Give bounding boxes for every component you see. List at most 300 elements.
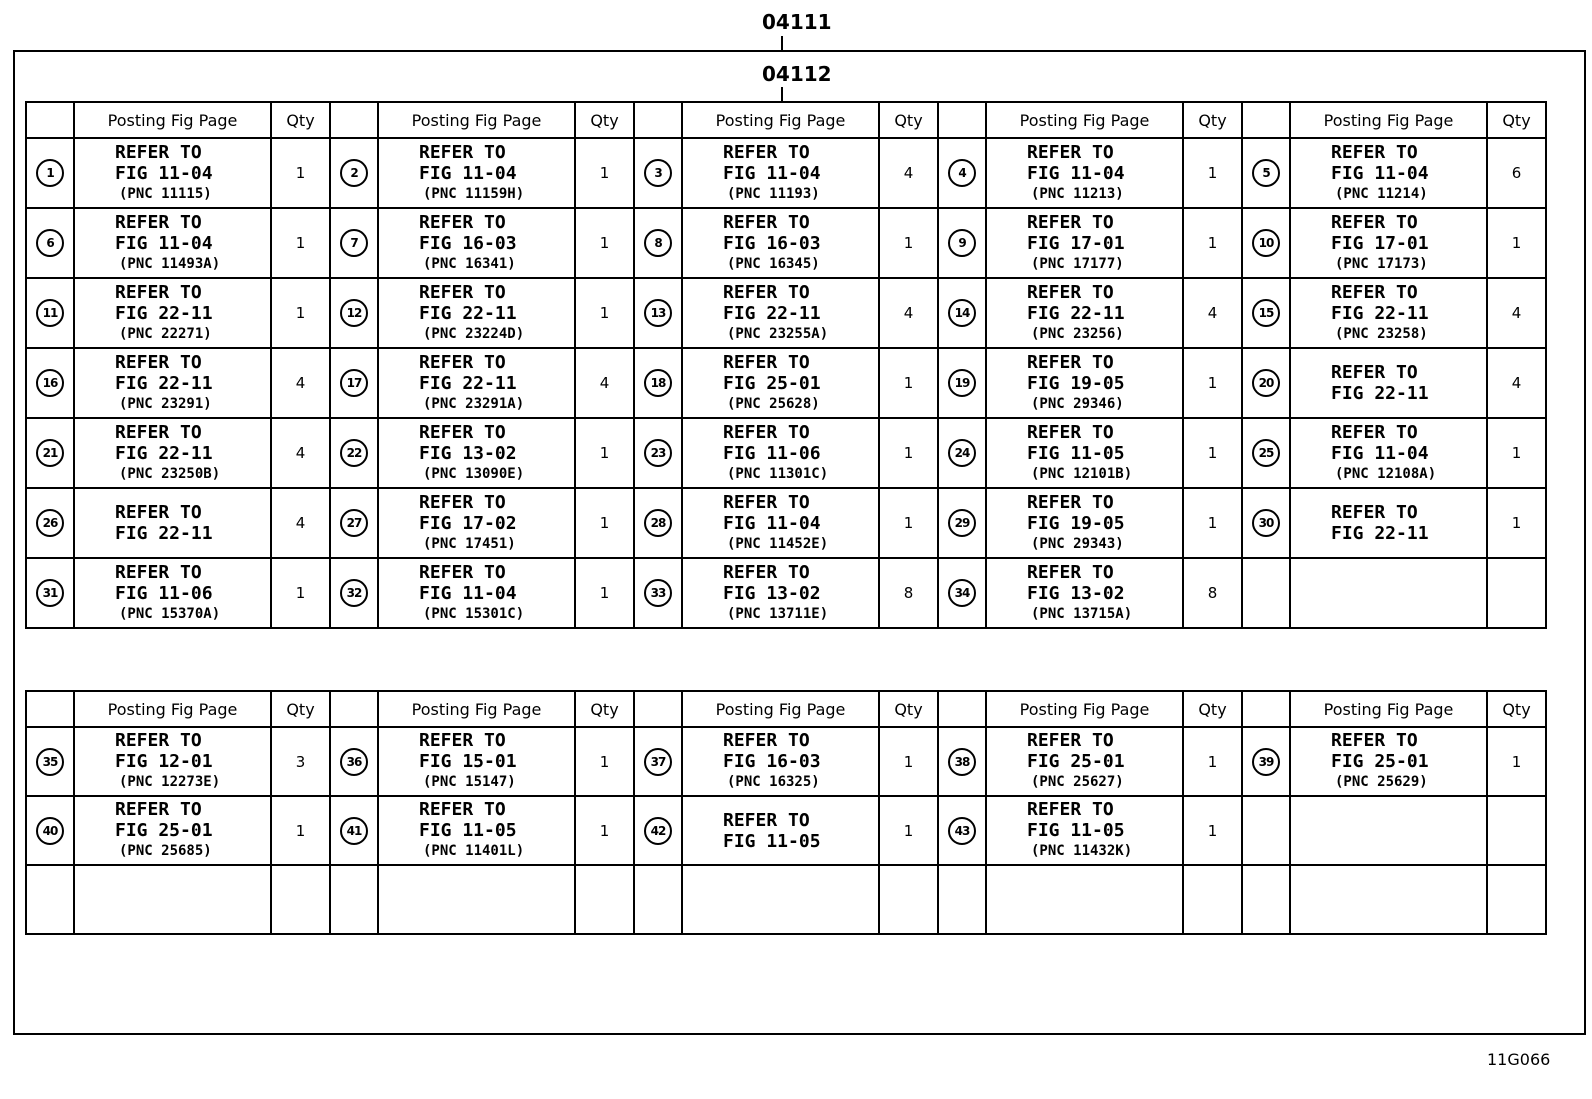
reference-cell bbox=[74, 727, 271, 796]
pnc-code: (PNC 13711E) bbox=[727, 605, 829, 622]
item-number-cell bbox=[26, 488, 74, 558]
reference-cell bbox=[74, 488, 271, 558]
item-number-cell bbox=[330, 796, 378, 865]
header-qty: Qty bbox=[575, 102, 634, 138]
reference-cell bbox=[74, 796, 271, 865]
quantity-cell: 1 bbox=[1487, 208, 1546, 278]
figure-reference: FIG 11-05 bbox=[1027, 442, 1125, 464]
refer-to-text: REFER TO bbox=[1027, 211, 1114, 233]
reference-cell bbox=[986, 278, 1183, 348]
reference-cell bbox=[682, 865, 879, 934]
quantity-cell: 1 bbox=[1183, 488, 1242, 558]
item-number-cell bbox=[26, 865, 74, 934]
pnc-code: (PNC 23256) bbox=[1031, 325, 1124, 342]
circled-item-number: 29 bbox=[948, 509, 976, 537]
figure-reference: FIG 11-06 bbox=[115, 582, 213, 604]
table-row bbox=[26, 278, 1546, 348]
item-number-cell bbox=[1242, 418, 1290, 488]
reference-cell bbox=[74, 348, 271, 418]
quantity-cell bbox=[1487, 796, 1546, 865]
quantity-cell: 1 bbox=[1183, 208, 1242, 278]
figure-reference: FIG 11-04 bbox=[419, 582, 517, 604]
circled-item-number: 40 bbox=[36, 817, 64, 845]
figure-reference: FIG 19-05 bbox=[1027, 512, 1125, 534]
refer-to-text: REFER TO bbox=[419, 281, 506, 303]
item-number-cell bbox=[330, 865, 378, 934]
reference-cell bbox=[74, 558, 271, 628]
header-qty: Qty bbox=[879, 102, 938, 138]
item-number-cell bbox=[938, 138, 986, 208]
figure-reference: FIG 16-03 bbox=[723, 232, 821, 254]
pnc-code: (PNC 23258) bbox=[1335, 325, 1428, 342]
figure-reference: FIG 25-01 bbox=[1027, 751, 1125, 772]
header-posting-fig-page: Posting Fig Page bbox=[1290, 691, 1487, 727]
circled-item-number: 19 bbox=[948, 369, 976, 397]
pnc-code: (PNC 22271) bbox=[119, 325, 212, 342]
pnc-code: (PNC 11432K) bbox=[1031, 843, 1133, 859]
refer-to-text: REFER TO bbox=[419, 561, 506, 583]
table-row bbox=[26, 418, 1546, 488]
refer-to-text: REFER TO bbox=[1027, 421, 1114, 443]
figure-code: 11G066 bbox=[1487, 1050, 1551, 1069]
table-row bbox=[26, 558, 1546, 628]
figure-reference: FIG 22-11 bbox=[115, 302, 213, 324]
reference-cell bbox=[1290, 796, 1487, 865]
refer-to-text: REFER TO bbox=[419, 211, 506, 233]
quantity-cell bbox=[879, 865, 938, 934]
refer-to-text: REFER TO bbox=[723, 421, 810, 443]
quantity-cell: 4 bbox=[1183, 278, 1242, 348]
reference-cell bbox=[986, 488, 1183, 558]
header-number-cell bbox=[938, 102, 986, 138]
reference-cell bbox=[1290, 348, 1487, 418]
pnc-code: (PNC 11301C) bbox=[727, 465, 829, 482]
figure-reference: FIG 17-01 bbox=[1331, 232, 1429, 254]
item-number-cell bbox=[330, 278, 378, 348]
refer-to-text: REFER TO bbox=[115, 799, 202, 820]
quantity-cell: 1 bbox=[1183, 418, 1242, 488]
reference-cell bbox=[986, 558, 1183, 628]
header-posting-fig-page: Posting Fig Page bbox=[74, 691, 271, 727]
refer-to-text: REFER TO bbox=[115, 421, 202, 443]
header-posting-fig-page: Posting Fig Page bbox=[682, 691, 879, 727]
circled-item-number: 34 bbox=[948, 579, 976, 607]
quantity-cell: 1 bbox=[271, 278, 330, 348]
reference-cell bbox=[986, 865, 1183, 934]
figure-reference: FIG 16-03 bbox=[419, 232, 517, 254]
quantity-cell: 1 bbox=[575, 418, 634, 488]
figure-reference: FIG 22-11 bbox=[419, 302, 517, 324]
item-number-cell bbox=[26, 727, 74, 796]
item-number-cell bbox=[938, 488, 986, 558]
quantity-cell: 1 bbox=[879, 348, 938, 418]
refer-to-text: REFER TO bbox=[115, 141, 202, 163]
refer-to-text: REFER TO bbox=[115, 502, 202, 523]
header-qty: Qty bbox=[271, 691, 330, 727]
item-number-cell bbox=[330, 418, 378, 488]
refer-to-text: REFER TO bbox=[723, 211, 810, 233]
reference-table-upper bbox=[25, 101, 1547, 629]
item-number-cell bbox=[938, 348, 986, 418]
figure-reference: FIG 22-11 bbox=[1331, 302, 1429, 324]
circled-item-number: 16 bbox=[36, 369, 64, 397]
item-number-cell bbox=[938, 558, 986, 628]
item-number-cell bbox=[26, 278, 74, 348]
reference-cell bbox=[986, 418, 1183, 488]
item-number-cell bbox=[634, 348, 682, 418]
figure-reference: FIG 11-04 bbox=[115, 232, 213, 254]
circled-item-number: 22 bbox=[340, 439, 368, 467]
pnc-code: (PNC 13715A) bbox=[1031, 605, 1133, 622]
pnc-code: (PNC 29346) bbox=[1031, 395, 1124, 412]
circled-item-number: 37 bbox=[644, 748, 672, 776]
pnc-code: (PNC 17173) bbox=[1335, 255, 1428, 272]
reference-cell bbox=[378, 865, 575, 934]
reference-cell bbox=[378, 727, 575, 796]
pnc-code: (PNC 12101B) bbox=[1031, 465, 1133, 482]
item-number-cell bbox=[26, 348, 74, 418]
figure-reference: FIG 25-01 bbox=[1331, 751, 1429, 772]
item-number-cell bbox=[938, 727, 986, 796]
pnc-code: (PNC 11115) bbox=[119, 185, 212, 202]
quantity-cell: 4 bbox=[271, 488, 330, 558]
quantity-cell: 1 bbox=[1183, 796, 1242, 865]
reference-cell bbox=[378, 418, 575, 488]
header-qty: Qty bbox=[1487, 691, 1546, 727]
item-number-cell bbox=[634, 865, 682, 934]
circled-item-number: 11 bbox=[36, 299, 64, 327]
figure-reference: FIG 11-04 bbox=[1331, 442, 1429, 464]
item-number-cell bbox=[634, 558, 682, 628]
figure-reference: FIG 12-01 bbox=[115, 751, 213, 772]
table-row bbox=[26, 865, 1546, 934]
sub-assembly-code-label: 04112 bbox=[762, 62, 832, 86]
circled-item-number: 27 bbox=[340, 509, 368, 537]
reference-cell bbox=[1290, 208, 1487, 278]
reference-cell bbox=[1290, 138, 1487, 208]
quantity-cell: 1 bbox=[271, 558, 330, 628]
item-number-cell bbox=[938, 278, 986, 348]
circled-item-number: 30 bbox=[1252, 509, 1280, 537]
item-number-cell bbox=[1242, 727, 1290, 796]
figure-reference: FIG 11-04 bbox=[723, 162, 821, 184]
item-number-cell bbox=[634, 796, 682, 865]
figure-reference: FIG 13-02 bbox=[1027, 582, 1125, 604]
pnc-code: (PNC 25628) bbox=[727, 395, 820, 412]
item-number-cell bbox=[1242, 488, 1290, 558]
circled-item-number: 31 bbox=[36, 579, 64, 607]
quantity-cell: 1 bbox=[1487, 488, 1546, 558]
quantity-cell bbox=[1183, 865, 1242, 934]
reference-cell bbox=[74, 208, 271, 278]
refer-to-text: REFER TO bbox=[723, 561, 810, 583]
header-qty: Qty bbox=[1487, 102, 1546, 138]
quantity-cell bbox=[1487, 558, 1546, 628]
circled-item-number: 35 bbox=[36, 748, 64, 776]
pnc-code: (PNC 11159H) bbox=[423, 185, 525, 202]
reference-cell bbox=[1290, 865, 1487, 934]
reference-cell bbox=[1290, 278, 1487, 348]
header-posting-fig-page: Posting Fig Page bbox=[1290, 102, 1487, 138]
quantity-cell: 1 bbox=[575, 488, 634, 558]
item-number-cell bbox=[938, 418, 986, 488]
header-number-cell bbox=[1242, 102, 1290, 138]
pnc-code: (PNC 11213) bbox=[1031, 185, 1124, 202]
leader-line bbox=[781, 36, 783, 50]
refer-to-text: REFER TO bbox=[1027, 281, 1114, 303]
refer-to-text: REFER TO bbox=[419, 730, 506, 751]
reference-cell bbox=[682, 278, 879, 348]
reference-cell bbox=[986, 727, 1183, 796]
reference-cell bbox=[1290, 558, 1487, 628]
refer-to-text: REFER TO bbox=[115, 351, 202, 373]
circled-item-number: 5 bbox=[1252, 159, 1280, 187]
circled-item-number: 38 bbox=[948, 748, 976, 776]
table-row bbox=[26, 727, 1546, 796]
circled-item-number: 1 bbox=[36, 159, 64, 187]
item-number-cell bbox=[938, 208, 986, 278]
reference-cell bbox=[378, 138, 575, 208]
circled-item-number: 28 bbox=[644, 509, 672, 537]
circled-item-number: 4 bbox=[948, 159, 976, 187]
refer-to-text: REFER TO bbox=[419, 421, 506, 443]
header-number-cell bbox=[938, 691, 986, 727]
reference-cell bbox=[378, 488, 575, 558]
figure-reference: FIG 19-05 bbox=[1027, 372, 1125, 394]
quantity-cell: 1 bbox=[271, 796, 330, 865]
refer-to-text: REFER TO bbox=[723, 351, 810, 373]
quantity-cell: 4 bbox=[271, 348, 330, 418]
header-posting-fig-page: Posting Fig Page bbox=[682, 102, 879, 138]
quantity-cell: 1 bbox=[575, 796, 634, 865]
circled-item-number: 13 bbox=[644, 299, 672, 327]
refer-to-text: REFER TO bbox=[723, 491, 810, 513]
table-row bbox=[26, 208, 1546, 278]
pnc-code: (PNC 16325) bbox=[727, 774, 820, 790]
figure-reference: FIG 11-05 bbox=[723, 830, 821, 852]
quantity-cell: 1 bbox=[575, 727, 634, 796]
figure-reference: FIG 17-02 bbox=[419, 512, 517, 534]
item-number-cell bbox=[1242, 278, 1290, 348]
table-row bbox=[26, 796, 1546, 865]
pnc-code: (PNC 25629) bbox=[1335, 774, 1428, 790]
quantity-cell: 1 bbox=[1183, 138, 1242, 208]
quantity-cell: 4 bbox=[879, 138, 938, 208]
reference-cell bbox=[1290, 488, 1487, 558]
item-number-cell bbox=[938, 796, 986, 865]
pnc-code: (PNC 11193) bbox=[727, 185, 820, 202]
quantity-cell: 4 bbox=[879, 278, 938, 348]
header-row bbox=[26, 691, 1546, 727]
pnc-code: (PNC 16341) bbox=[423, 255, 516, 272]
figure-reference: FIG 11-04 bbox=[723, 512, 821, 534]
table-row bbox=[26, 488, 1546, 558]
circled-item-number: 20 bbox=[1252, 369, 1280, 397]
pnc-code: (PNC 29343) bbox=[1031, 535, 1124, 552]
header-number-cell bbox=[1242, 691, 1290, 727]
header-posting-fig-page: Posting Fig Page bbox=[378, 102, 575, 138]
figure-reference: FIG 16-03 bbox=[723, 751, 821, 772]
figure-reference: FIG 22-11 bbox=[115, 372, 213, 394]
quantity-cell: 1 bbox=[271, 138, 330, 208]
reference-cell bbox=[682, 208, 879, 278]
reference-cell bbox=[682, 348, 879, 418]
figure-reference: FIG 11-05 bbox=[419, 820, 517, 841]
quantity-cell: 1 bbox=[879, 488, 938, 558]
item-number-cell bbox=[1242, 558, 1290, 628]
refer-to-text: REFER TO bbox=[723, 809, 810, 831]
reference-cell bbox=[378, 278, 575, 348]
item-number-cell bbox=[26, 558, 74, 628]
refer-to-text: REFER TO bbox=[1331, 211, 1418, 233]
figure-reference: FIG 22-11 bbox=[419, 372, 517, 394]
quantity-cell: 1 bbox=[879, 418, 938, 488]
pnc-code: (PNC 12273E) bbox=[119, 774, 221, 790]
header-number-cell bbox=[634, 691, 682, 727]
reference-cell bbox=[682, 558, 879, 628]
refer-to-text: REFER TO bbox=[723, 141, 810, 163]
refer-to-text: REFER TO bbox=[1331, 730, 1418, 751]
item-number-cell bbox=[330, 348, 378, 418]
circled-item-number: 39 bbox=[1252, 748, 1280, 776]
table-row bbox=[26, 348, 1546, 418]
quantity-cell: 1 bbox=[575, 278, 634, 348]
figure-reference: FIG 17-01 bbox=[1027, 232, 1125, 254]
refer-to-text: REFER TO bbox=[1027, 561, 1114, 583]
item-number-cell bbox=[1242, 796, 1290, 865]
pnc-code: (PNC 23250B) bbox=[119, 465, 221, 482]
circled-item-number: 9 bbox=[948, 229, 976, 257]
circled-item-number: 3 bbox=[644, 159, 672, 187]
refer-to-text: REFER TO bbox=[1027, 351, 1114, 373]
item-number-cell bbox=[634, 208, 682, 278]
quantity-cell: 1 bbox=[575, 138, 634, 208]
pnc-code: (PNC 15301C) bbox=[423, 605, 525, 622]
figure-reference: FIG 15-01 bbox=[419, 751, 517, 772]
figure-reference: FIG 25-01 bbox=[115, 820, 213, 841]
figure-reference: FIG 11-04 bbox=[1331, 162, 1429, 184]
pnc-code: (PNC 15147) bbox=[423, 774, 516, 790]
pnc-code: (PNC 11493A) bbox=[119, 255, 221, 272]
circled-item-number: 2 bbox=[340, 159, 368, 187]
pnc-code: (PNC 13090E) bbox=[423, 465, 525, 482]
quantity-cell: 1 bbox=[271, 208, 330, 278]
reference-cell bbox=[682, 727, 879, 796]
circled-item-number: 7 bbox=[340, 229, 368, 257]
pnc-code: (PNC 23291) bbox=[119, 395, 212, 412]
header-qty: Qty bbox=[1183, 691, 1242, 727]
item-number-cell bbox=[938, 865, 986, 934]
quantity-cell: 8 bbox=[1183, 558, 1242, 628]
figure-reference: FIG 22-11 bbox=[115, 442, 213, 464]
refer-to-text: REFER TO bbox=[1027, 141, 1114, 163]
item-number-cell bbox=[26, 796, 74, 865]
refer-to-text: REFER TO bbox=[419, 351, 506, 373]
refer-to-text: REFER TO bbox=[115, 211, 202, 233]
figure-reference: FIG 11-04 bbox=[115, 162, 213, 184]
reference-cell bbox=[986, 208, 1183, 278]
reference-cell bbox=[682, 488, 879, 558]
header-qty: Qty bbox=[879, 691, 938, 727]
quantity-cell: 4 bbox=[1487, 348, 1546, 418]
reference-table-lower bbox=[25, 690, 1547, 935]
pnc-code: (PNC 11401L) bbox=[423, 843, 525, 859]
figure-reference: FIG 22-11 bbox=[1331, 383, 1429, 404]
refer-to-text: REFER TO bbox=[1027, 491, 1114, 513]
figure-reference: FIG 22-11 bbox=[115, 523, 213, 544]
header-number-cell bbox=[26, 102, 74, 138]
pnc-code: (PNC 11452E) bbox=[727, 535, 829, 552]
refer-to-text: REFER TO bbox=[419, 799, 506, 820]
quantity-cell: 1 bbox=[1183, 348, 1242, 418]
refer-to-text: REFER TO bbox=[1027, 799, 1114, 820]
pnc-code: (PNC 15370A) bbox=[119, 605, 221, 622]
figure-reference: FIG 25-01 bbox=[723, 372, 821, 394]
reference-cell bbox=[378, 348, 575, 418]
circled-item-number: 25 bbox=[1252, 439, 1280, 467]
pnc-code: (PNC 16345) bbox=[727, 255, 820, 272]
reference-cell bbox=[378, 558, 575, 628]
item-number-cell bbox=[634, 138, 682, 208]
refer-to-text: REFER TO bbox=[723, 730, 810, 751]
figure-reference: FIG 13-02 bbox=[723, 582, 821, 604]
pnc-code: (PNC 12108A) bbox=[1335, 465, 1437, 482]
quantity-cell: 8 bbox=[879, 558, 938, 628]
pnc-code: (PNC 17451) bbox=[423, 535, 516, 552]
reference-cell bbox=[74, 138, 271, 208]
circled-item-number: 32 bbox=[340, 579, 368, 607]
header-posting-fig-page: Posting Fig Page bbox=[378, 691, 575, 727]
reference-cell bbox=[986, 348, 1183, 418]
header-qty: Qty bbox=[1183, 102, 1242, 138]
reference-cell bbox=[682, 418, 879, 488]
pnc-code: (PNC 23255A) bbox=[727, 325, 829, 342]
reference-cell bbox=[1290, 727, 1487, 796]
refer-to-text: REFER TO bbox=[1331, 141, 1418, 163]
quantity-cell: 1 bbox=[1487, 418, 1546, 488]
figure-reference: FIG 13-02 bbox=[419, 442, 517, 464]
circled-item-number: 15 bbox=[1252, 299, 1280, 327]
quantity-cell: 1 bbox=[879, 727, 938, 796]
reference-cell bbox=[74, 278, 271, 348]
header-posting-fig-page: Posting Fig Page bbox=[74, 102, 271, 138]
circled-item-number: 14 bbox=[948, 299, 976, 327]
refer-to-text: REFER TO bbox=[723, 281, 810, 303]
figure-reference: FIG 11-04 bbox=[419, 162, 517, 184]
reference-cell bbox=[74, 865, 271, 934]
circled-item-number: 36 bbox=[340, 748, 368, 776]
pnc-code: (PNC 17177) bbox=[1031, 255, 1124, 272]
circled-item-number: 6 bbox=[36, 229, 64, 257]
quantity-cell: 3 bbox=[271, 727, 330, 796]
circled-item-number: 12 bbox=[340, 299, 368, 327]
refer-to-text: REFER TO bbox=[419, 141, 506, 163]
item-number-cell bbox=[634, 418, 682, 488]
item-number-cell bbox=[1242, 348, 1290, 418]
refer-to-text: REFER TO bbox=[115, 730, 202, 751]
reference-cell bbox=[378, 796, 575, 865]
circled-item-number: 18 bbox=[644, 369, 672, 397]
quantity-cell bbox=[271, 865, 330, 934]
item-number-cell bbox=[1242, 208, 1290, 278]
item-number-cell bbox=[26, 418, 74, 488]
header-number-cell bbox=[634, 102, 682, 138]
quantity-cell: 1 bbox=[575, 208, 634, 278]
header-qty: Qty bbox=[271, 102, 330, 138]
pnc-code: (PNC 25685) bbox=[119, 843, 212, 859]
quantity-cell: 4 bbox=[271, 418, 330, 488]
figure-reference: FIG 22-11 bbox=[1331, 523, 1429, 544]
